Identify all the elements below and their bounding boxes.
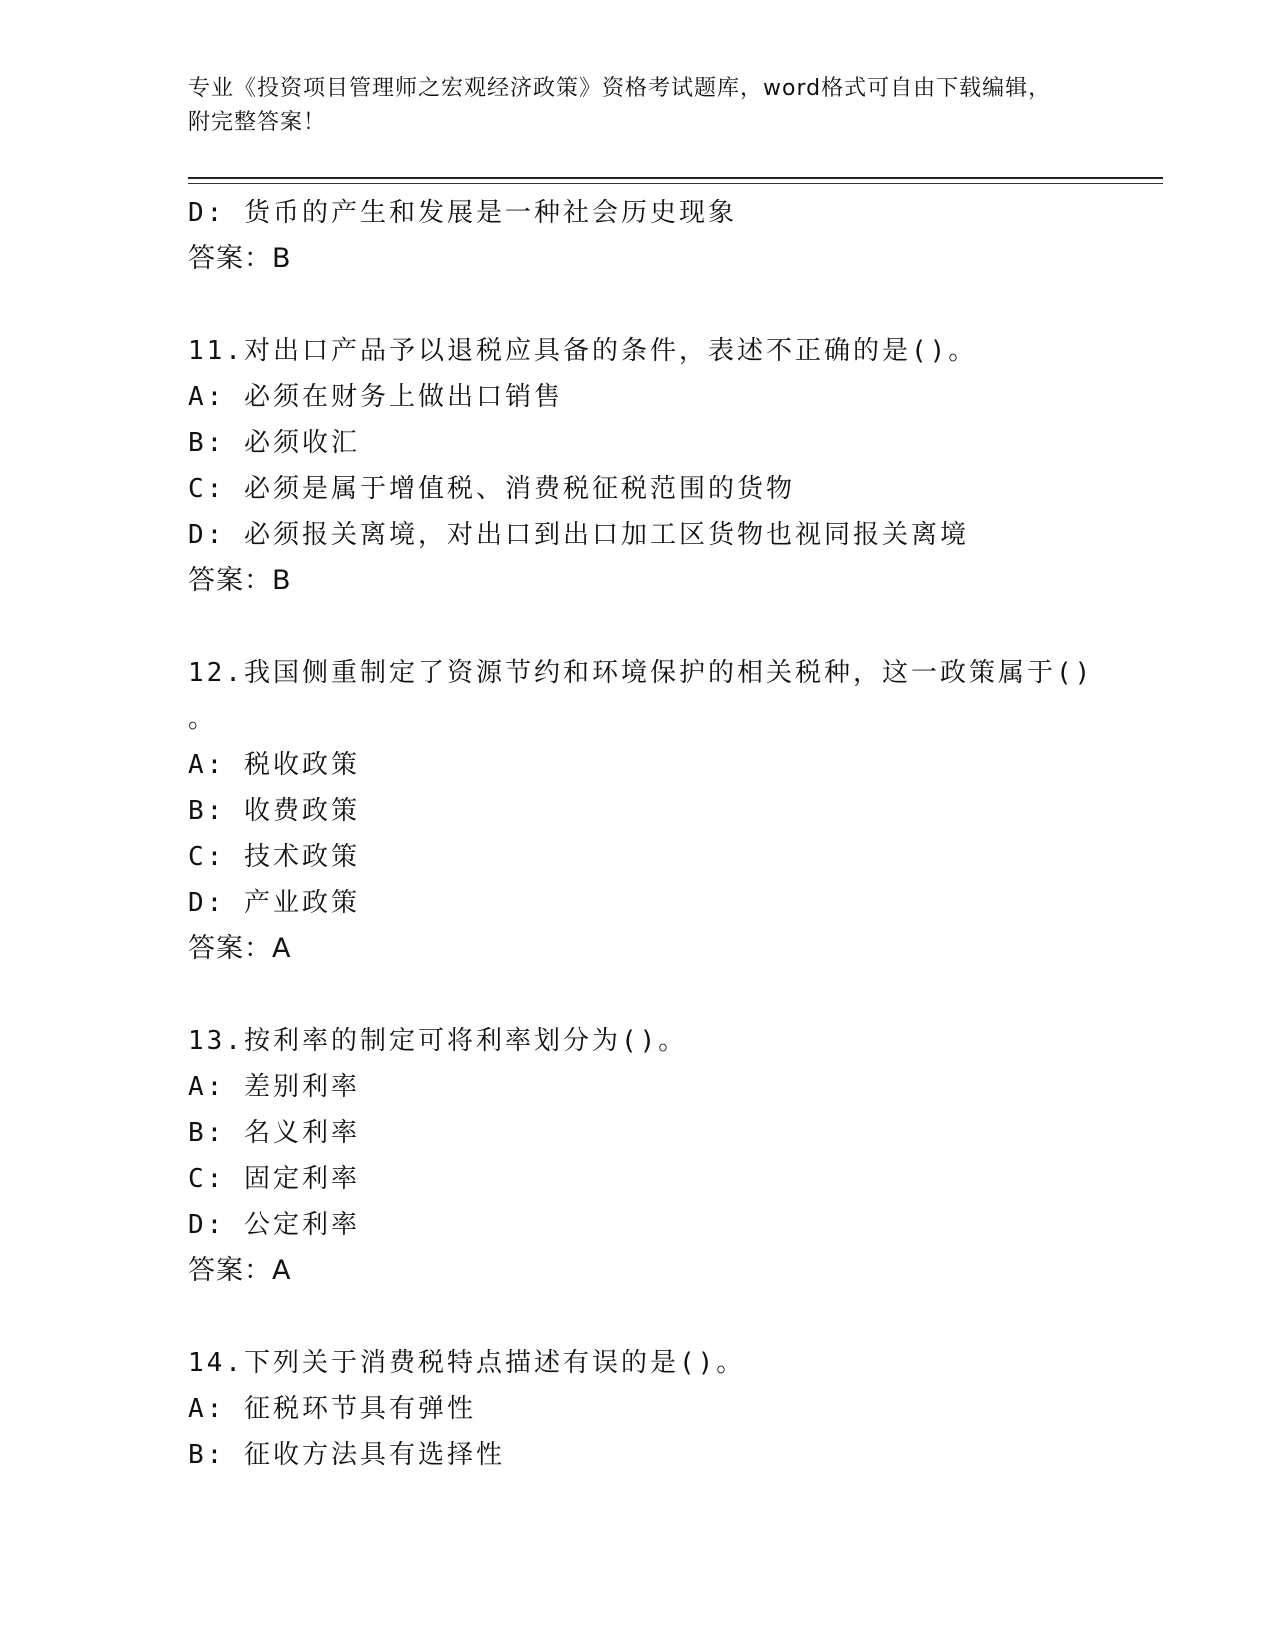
- option-a: A: 差别利率: [188, 1072, 360, 1102]
- question-content: [188, 190, 1108, 1478]
- question-text: 12.我国侧重制定了资源节约和环境保护的相关税种，这一政策属于(): [188, 658, 1094, 688]
- header-rule-thick: [188, 177, 1163, 179]
- answer-line: 答案：B: [188, 243, 292, 274]
- question-block-11: [188, 328, 1108, 604]
- question-block-prev: [188, 190, 1108, 282]
- option-d: D: 公定利率: [188, 1210, 360, 1240]
- answer-line: 答案：A: [188, 933, 292, 964]
- question-text: 11.对出口产品予以退税应具备的条件，表述不正确的是()。: [188, 336, 978, 366]
- question-text-continuation: 。: [188, 704, 218, 734]
- spacer: [188, 972, 1108, 1018]
- spacer: [188, 1294, 1108, 1340]
- spacer: [188, 604, 1108, 650]
- question-block-14: [188, 1340, 1108, 1478]
- document-intro: 专业《投资项目管理师之宏观经济政策》资格考试题库，word格式可自由下载编辑，附完整答案！: [188, 76, 1052, 135]
- option-b: B: 收费政策: [188, 796, 360, 826]
- option-b: B: 征收方法具有选择性: [188, 1440, 505, 1470]
- question-text: 13.按利率的制定可将利率划分为()。: [188, 1026, 688, 1056]
- option-b: B: 必须收汇: [188, 428, 360, 458]
- option-b: B: 名义利率: [188, 1118, 360, 1148]
- option-a: A: 税收政策: [188, 750, 360, 780]
- question-text: 14.下列关于消费税特点描述有误的是()。: [188, 1348, 746, 1378]
- header-rule-thin: [188, 183, 1163, 184]
- question-block-13: [188, 1018, 1108, 1294]
- option-c: C: 必须是属于增值税、消费税征税范围的货物: [188, 474, 795, 504]
- option-a: A: 必须在财务上做出口销售: [188, 382, 563, 412]
- option-d: D: 必须报关离境，对出口到出口加工区货物也视同报关离境: [188, 520, 969, 550]
- answer-line: 答案：B: [188, 565, 292, 596]
- option-c: C: 固定利率: [188, 1164, 360, 1194]
- option-d: D: 产业政策: [188, 888, 360, 918]
- spacer: [188, 282, 1108, 328]
- question-block-12: [188, 650, 1108, 972]
- answer-line: 答案：A: [188, 1255, 292, 1286]
- option-d: D: 货币的产生和发展是一种社会历史现象: [188, 198, 737, 228]
- option-a: A: 征税环节具有弹性: [188, 1394, 476, 1424]
- option-c: C: 技术政策: [188, 842, 360, 872]
